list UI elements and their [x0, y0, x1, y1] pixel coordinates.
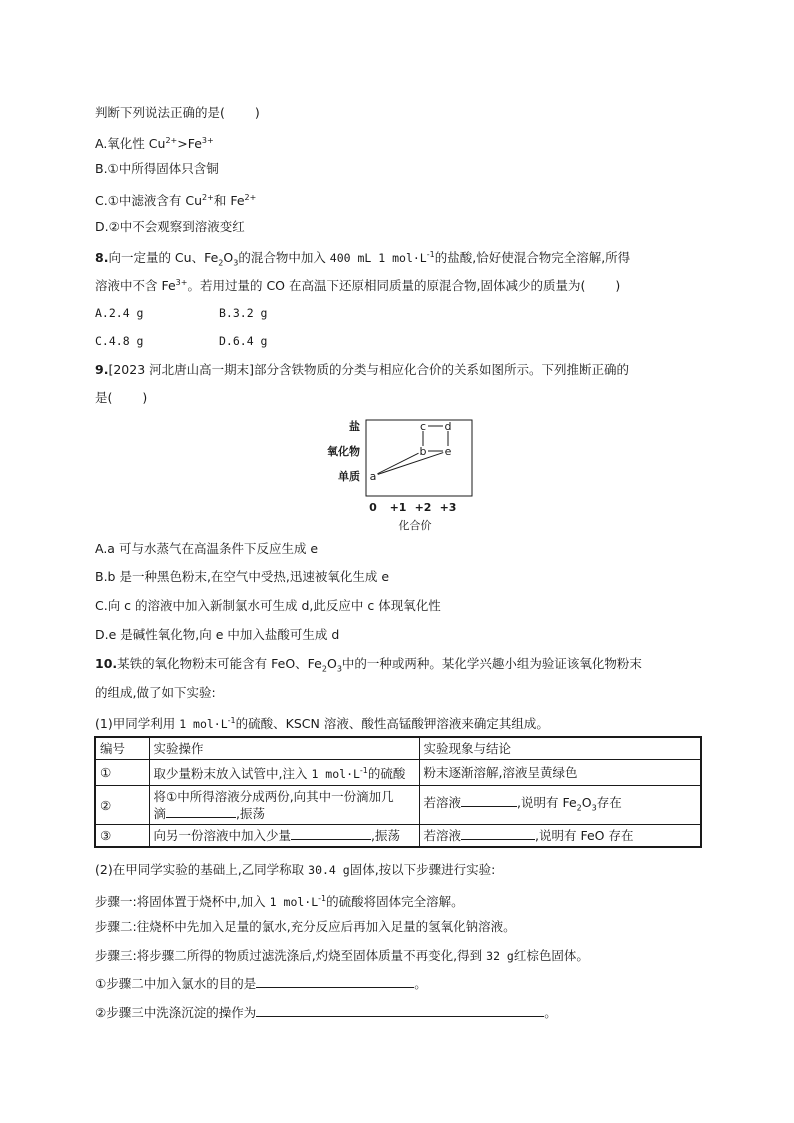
answer-blank[interactable]	[166, 805, 236, 818]
chart-point-b: b	[419, 445, 427, 458]
q10-step1: 步骤一:将固体置于烧杯中,加入 1 $mol\cdot L^{-1}$的硫酸将固体完全溶解。	[95, 894, 464, 910]
q9-option-b: B.b 是一种黑色粉末,在空气中受热,迅速被氧化生成 e	[95, 569, 390, 584]
table-cell: 将①中所得溶液分成两份,向其中一份滴加几 滴 ,振荡	[149, 786, 419, 825]
q10-stem-line1: 10.某铁的氧化物粉末可能含有 FeO、$Fe_2O_3$中的一种或两种。某化学兴趣小组为验证该氧化物粉末	[95, 656, 642, 674]
x-tick-label: +1	[389, 501, 407, 514]
table-header: 实验现象与结论	[419, 737, 701, 760]
q7-stem: 判断下列说法正确的是( )	[95, 105, 260, 120]
answer-blank[interactable]	[256, 1004, 544, 1017]
q8-option-b: B.3.2 g	[219, 306, 268, 320]
q10-sub1: ①步骤二中加入氯水的目的是 。	[95, 976, 427, 991]
q9-stem-line2: 是( )	[95, 390, 148, 405]
q9-stem-line1: 9.[2023 河北唐山高一期末]部分含铁物质的分类与相应化合价的关系如图所示。下列推断正确的	[95, 362, 629, 377]
q8-stem-line2: 溶液中不含 $Fe^{3+}$。若用过量的 CO 在高温下还原相同质量的原混合物,固体减少的质量为( )	[95, 278, 621, 294]
table-cell: 粉末逐渐溶解,溶液呈黄绿色	[419, 760, 701, 786]
q10-step3: 步骤三:将步骤二所得的物质过滤洗涤后,灼烧至固体质量不再变化,得到 32 g红棕色固体。	[95, 948, 589, 963]
q8-option-d: D.6.4 g	[219, 334, 268, 348]
chart-link-a-b	[377, 453, 418, 474]
experiment-table	[94, 736, 702, 848]
table-row	[95, 825, 701, 848]
answer-blank[interactable]	[461, 794, 517, 807]
chart-x-label: 化合价	[398, 519, 432, 532]
q10-sub2: ②步骤三中洗涤沉淀的操作为 。	[95, 1005, 557, 1020]
table-header: 编号	[95, 737, 149, 760]
q10-step2: 步骤二:往烧杯中先加入足量的氯水,充分反应后再加入足量的氢氧化钠溶液。	[95, 919, 516, 934]
chart-link-a-e	[378, 453, 444, 475]
chart-point-e: e	[444, 445, 452, 458]
q8-stem-line1: 8.向一定量的 Cu、$Fe_2O_3$的混合物中加入 400 mL 1 $mol\cdot L^{-1}$的盐酸,恰好使混合物完全溶解,所得	[95, 250, 631, 268]
q9-option-a: A.a 可与水蒸气在高温条件下反应生成 e	[95, 541, 319, 556]
q8-option-a: A.2.4 g	[95, 306, 144, 320]
q7-option-c: C.①中滤液含有 $Cu^{2+}$和 $Fe^{2+}$	[95, 193, 257, 209]
q9-option-d: D.e 是碱性氧化物,向 e 中加入盐酸可生成 d	[95, 627, 340, 642]
iron-valence-chart	[300, 412, 490, 534]
q9-option-c: C.向 c 的溶液中加入新制氯水可生成 d,此反应中 c 体现氧化性	[95, 598, 441, 613]
x-tick-label: +2	[414, 501, 432, 514]
q7-option-d: D.②中不会观察到溶液变红	[95, 219, 245, 234]
answer-blank[interactable]	[461, 827, 535, 840]
q10-part2: (2)在甲同学实验的基础上,乙同学称取 30.4 g固体,按以下步骤进行实验:	[95, 862, 496, 877]
q7-option-b: B.①中所得固体只含铜	[95, 161, 219, 176]
table-header-row	[95, 737, 701, 760]
table-row	[95, 760, 701, 786]
y-category-label: 氧化物	[327, 445, 360, 458]
table-header: 实验操作	[149, 737, 419, 760]
answer-blank[interactable]	[291, 827, 371, 840]
chart-y-labels	[327, 419, 360, 483]
table-row	[95, 786, 701, 825]
chart-point-d: d	[444, 420, 452, 433]
x-tick-label: 0	[369, 501, 377, 514]
table-cell: ①	[95, 760, 149, 786]
q8-option-c: C.4.8 g	[95, 334, 144, 348]
q10-part1: (1)甲同学利用 1 $mol\cdot L^{-1}$的硫酸、KSCN 溶液、酸性高锰酸钾溶液来确定其组成。	[95, 716, 549, 732]
q7-option-a: A.氧化性 $Cu^{2+}>Fe^{3+}$	[95, 136, 214, 152]
table-cell: ②	[95, 786, 149, 825]
chart-links	[377, 426, 448, 474]
answer-blank[interactable]	[256, 975, 414, 988]
y-category-label: 盐	[349, 420, 360, 433]
table-cell: 若溶液 ,说明有 $Fe_2O_3$存在	[419, 786, 701, 825]
x-tick-label: +3	[439, 501, 457, 514]
table-cell: 若溶液 ,说明有 FeO 存在	[419, 825, 701, 848]
table-cell: 取少量粉末放入试管中,注入 1 $mol\cdot L^{-1}$的硫酸	[149, 760, 419, 786]
chart-x-ticks	[369, 501, 456, 514]
q10-stem-line2: 的组成,做了如下实验:	[95, 685, 216, 700]
chart-point-c: c	[419, 420, 427, 433]
table-cell: 向另一份溶液中加入少量 ,振荡	[149, 825, 419, 848]
table-cell: ③	[95, 825, 149, 848]
y-category-label: 单质	[338, 470, 360, 483]
chart-point-a: a	[369, 470, 377, 483]
